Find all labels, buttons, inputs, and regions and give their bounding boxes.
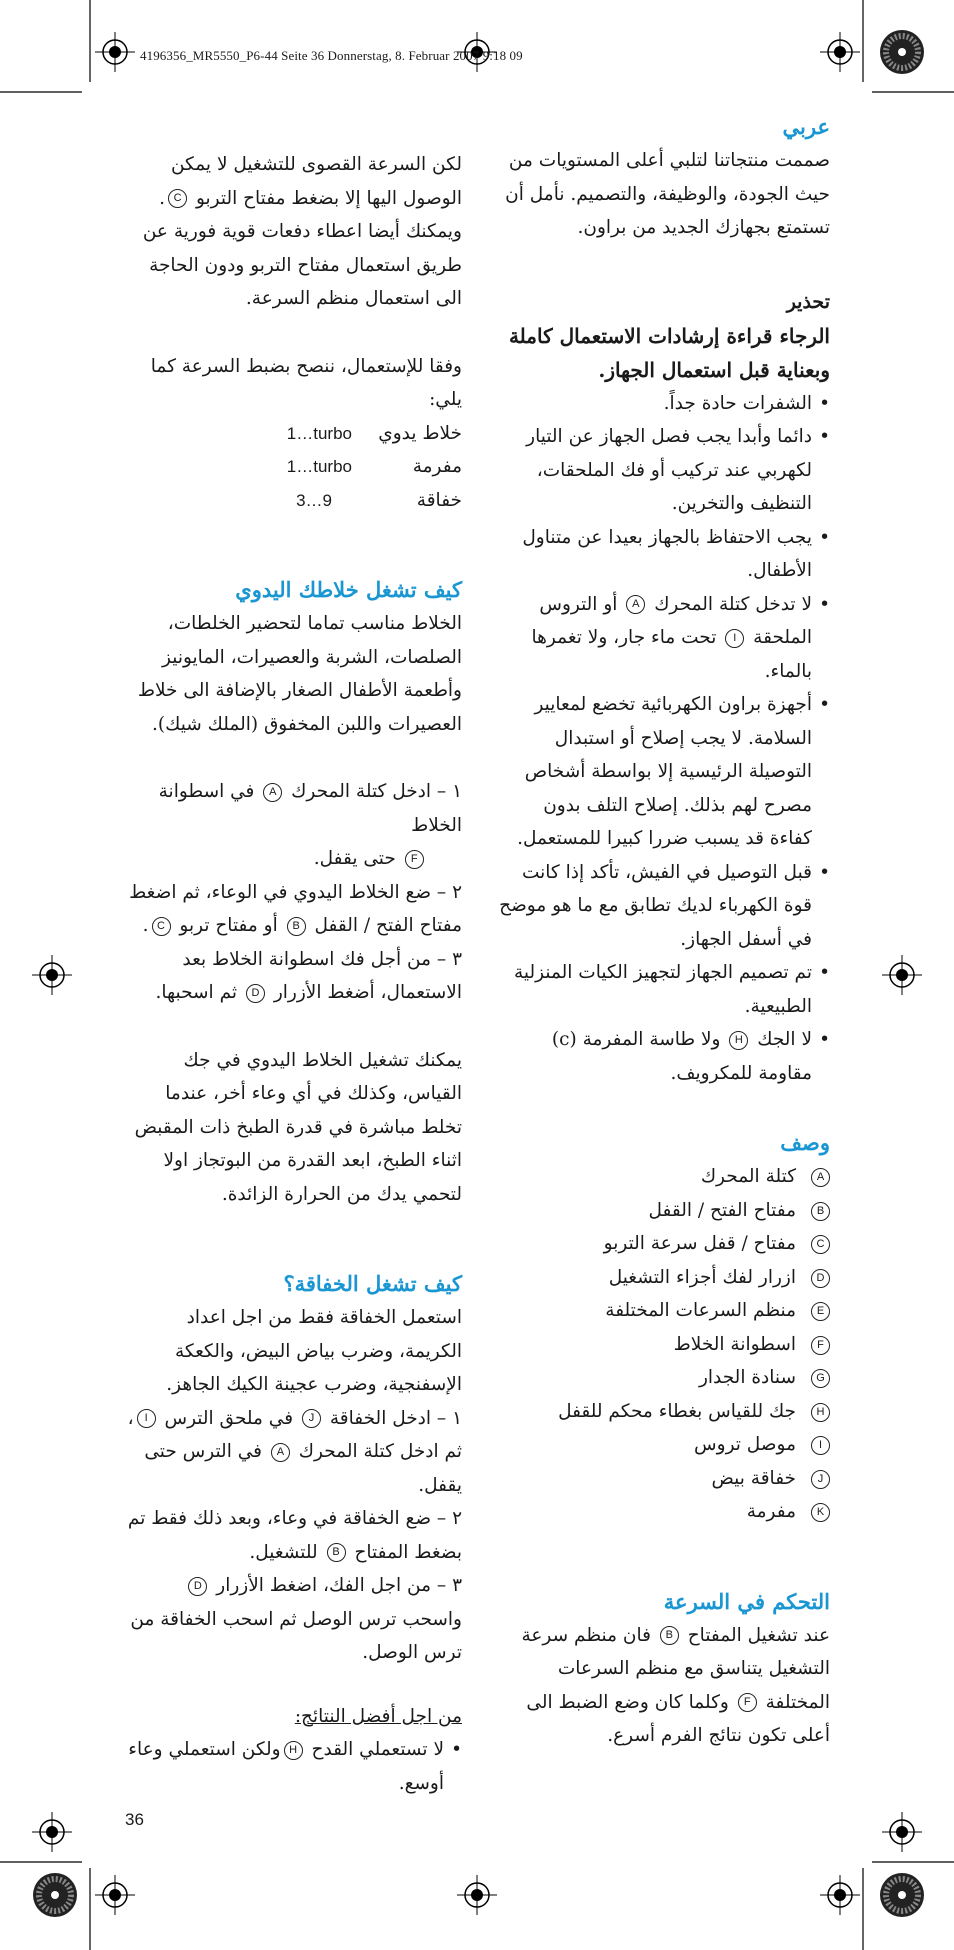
list-item: • لا الجك H ولا طاسة المفرمة (c) مقاومة للمكرويف. [498, 1023, 830, 1090]
blender-steps [122, 775, 462, 1010]
starburst-mark-bottom-left [33, 1873, 77, 1917]
parts-list [498, 1160, 830, 1529]
page-number: 36 [125, 1810, 144, 1829]
results-list [122, 1733, 462, 1800]
list-item: ٢ – ضع الخفاقة في وعاء، وبعد ذلك فقط تم بضغط المفتاح B للتشغيل. [127, 1508, 462, 1563]
part-item: H جك للقياس بغطاء محكم للقفل [498, 1395, 830, 1429]
part-i-marker: I [137, 1409, 156, 1428]
letter-marker: D [811, 1269, 830, 1288]
letter-marker: I [811, 1436, 830, 1455]
list-item: ٢ – ضع الخلاط اليدوي في الوعاء، ثم اضغط مفتاح الفتح / القفل B أو مفتاح تربو C. [129, 881, 462, 936]
list-item: • لا تستعملي القدح Hولكن استعملي وعاء أوسع. [122, 1733, 462, 1800]
registration-mark-bottom-left-outer [32, 1812, 72, 1852]
registration-mark-mid-right [882, 955, 922, 995]
letter-marker: J [811, 1470, 830, 1489]
warning-title: تحذير [786, 290, 830, 313]
part-h-marker: H [284, 1741, 303, 1760]
part-f-marker: F [405, 850, 424, 869]
registration-mark-bottom-right [820, 1875, 860, 1915]
part-item: E منظم السرعات المختلفة [498, 1294, 830, 1328]
part-d-marker: D [246, 984, 265, 1003]
blender-title: كيف تشغل خلاطك اليدوي [235, 577, 462, 602]
part-item: G سنادة الجدار [498, 1361, 830, 1395]
list-item: • أجهزة براون الكهربائية تخضع لمعايير السلامة. لا يجب إصلاح أو استبدال التوصيلة الرئيسية إلا بواسطة أشخاص مصرح لهم بذلك. إصلاح التلف بدون كفاءة قد يسبب ضررا كبيرا للمستعمل. [498, 688, 830, 856]
list-item: ١ – ادخل الخفاقة J في ملحق الترس I، ثم ادخل كتلة المحرك A في الترس حتى يقفل. [127, 1407, 462, 1496]
whisk-title: كيف تشغل الخفاقة؟ [283, 1271, 462, 1296]
letter-marker: B [811, 1202, 830, 1221]
letter-marker: A [811, 1168, 830, 1187]
part-b-marker: B [660, 1626, 679, 1645]
part-c-marker: C [168, 189, 187, 208]
letter-marker: E [811, 1302, 830, 1321]
part-j-marker: J [302, 1409, 321, 1428]
whisk-intro: استعمل الخفاقة فقط من اجل اعداد الكريمة، وضرب بياض البيض، والكعكة الإسفنجية، وضرب عجينة الكيك الجاهز. [166, 1307, 462, 1395]
list-item: • دائما وأبدا يجب فصل الجهاز عن التيار لكهربي عند تركيب أو فك الملحقات، التنظيف والتخرين. [498, 420, 830, 521]
description-title: وصف [780, 1130, 830, 1155]
part-i-marker: I [725, 629, 744, 648]
part-item: C مفتاح / قفل سرعة التربو [498, 1227, 830, 1261]
best-results-title: من اجل أفضل النتائج: [294, 1705, 462, 1727]
part-a-marker: A [626, 595, 645, 614]
part-item: F اسطوانة الخلاط [498, 1328, 830, 1362]
part-h-marker: H [729, 1031, 748, 1050]
registration-mark-top-left [95, 32, 135, 72]
part-item: D ازرار لفك أجزاء التشغيل [498, 1261, 830, 1295]
language-title: عربي [782, 114, 830, 139]
blender-intro: الخلاط مناسب تماما لتحضير الخلطات، الصلصات، الشربة والعصيرات، المايونيز وأطعمة الأطفال الصغار بالإضافة الى خلاط العصيرات واللبن المخفوق (الملك شيك). [137, 613, 462, 735]
registration-mark-bottom-right-outer [882, 1812, 922, 1852]
part-d-marker: D [188, 1577, 207, 1596]
part-f-marker: F [738, 1693, 757, 1712]
speed-row: خلاط يدوي 1…turbo [286, 422, 462, 444]
list-item: ١ – ادخل كتلة المحرك A في اسطوانة الخلاط F حتى يقفل. [158, 781, 462, 869]
starburst-mark-bottom-right [880, 1873, 924, 1917]
starburst-mark-top-right [880, 30, 924, 74]
part-item: B مفتاح الفتح / القفل [498, 1194, 830, 1228]
list-item: • الشفرات حادة جداً. [498, 387, 830, 421]
letter-marker: C [811, 1235, 830, 1254]
part-a-marker: A [271, 1443, 290, 1462]
speed-row: مفرمة 1…turbo [286, 456, 462, 477]
part-item: A كتلة المحرك [498, 1160, 830, 1194]
intro-paragraph: صممت منتجاتنا لتلبي أعلى المستويات من حيث الجودة، والوظيفة، والتصميم. نأمل أن تستمتع بجهازك الجديد من براون. [505, 150, 830, 238]
speed-table [122, 417, 462, 518]
letter-marker: F [811, 1336, 830, 1355]
part-item: J خفاقة بيض [498, 1462, 830, 1496]
registration-mark-bottom-center [457, 1875, 497, 1915]
turbo-paragraph: لكن السرعة القصوى للتشغيل لا يمكن الوصول اليها إلا بضغط مفتاح التربو C. ويمكنك أيضا اعطاء دفعات قوية فورية عن طريق استعمال مفتاح التربو ودون الحاجة الى استعمال منظم السرعة. [142, 154, 462, 309]
letter-marker: H [811, 1403, 830, 1422]
part-item: K مفرمة [498, 1495, 830, 1529]
safety-list [498, 387, 830, 1091]
registration-mark-mid-left [32, 955, 72, 995]
part-b-marker: B [287, 917, 306, 936]
part-c-marker: C [152, 917, 171, 936]
part-a-marker: A [263, 783, 282, 802]
whisk-steps [122, 1402, 462, 1670]
speed-control-text: عند تشغيل المفتاح B فان منظم سرعة التشغيل يتناسق مع منظم السرعات المختلفة F وكلما كان وضع الضبط الى أعلى تكون نتائج الفرم أسرع. [521, 1624, 830, 1746]
registration-mark-bottom-left [95, 1875, 135, 1915]
left-column [122, 148, 462, 1800]
letter-marker: K [811, 1503, 830, 1522]
list-item: • تم تصميم الجهاز لتجهيز الكيات المنزلية الطبيعية. [498, 956, 830, 1023]
part-b-marker: B [327, 1543, 346, 1562]
list-item: • يجب الاحتفاظ بالجهاز بعيدا عن متناول الأطفال. [498, 521, 830, 588]
warning-bold-text: الرجاء قراءة إرشادات الاستعمال كاملة وبعناية قبل استعمال الجهاز. [508, 323, 830, 382]
speed-recommendation-intro: وفقا للإستعمال، ننصح بضبط السرعة كما يلي: [150, 355, 462, 410]
registration-mark-top-right [820, 32, 860, 72]
speed-row: خفاقة 3…9 [296, 489, 462, 511]
right-column [498, 110, 830, 1753]
letter-marker: G [811, 1369, 830, 1388]
speed-control-title: التحكم في السرعة [663, 1588, 830, 1614]
list-item: ٣ – من اجل الفك، اضغط الأزرار D واسحب ترس الوصل ثم اسحب الخفاقة من ترس الوصل. [130, 1575, 462, 1663]
part-item: I موصل تروس [498, 1428, 830, 1462]
blender-extra-paragraph: يمكنك تشغيل الخلاط اليدوي في جك القياس، وكذلك في أي وعاء أخر، عندما تخلط مباشرة في قدرة الطبخ ذات المقبض اثناء الطبخ، ابعد القدرة من البوتجاز اولا لتحمي يدك من الحرارة الزائدة. [134, 1049, 462, 1205]
list-item: • لا تدخل كتلة المحرك A أو التروس الملحقة I تحت ماء جار، ولا تغمرها بالماء. [498, 588, 830, 689]
print-header: 4196356_MR5550_P6-44 Seite 36 Donnerstag, 8. Februar 2007 9:18 09 [140, 48, 523, 63]
list-item: ٣ – من أجل فك اسطوانة الخلاط بعد الاستعمال، أضغط الأزرار D ثم اسحبها. [155, 948, 462, 1003]
list-item: • قبل التوصيل في الفيش، تأكد إذا كانت قوة الكهرباء لديك تطابق مع ما هو موضح في أسفل الجهاز. [498, 856, 830, 957]
